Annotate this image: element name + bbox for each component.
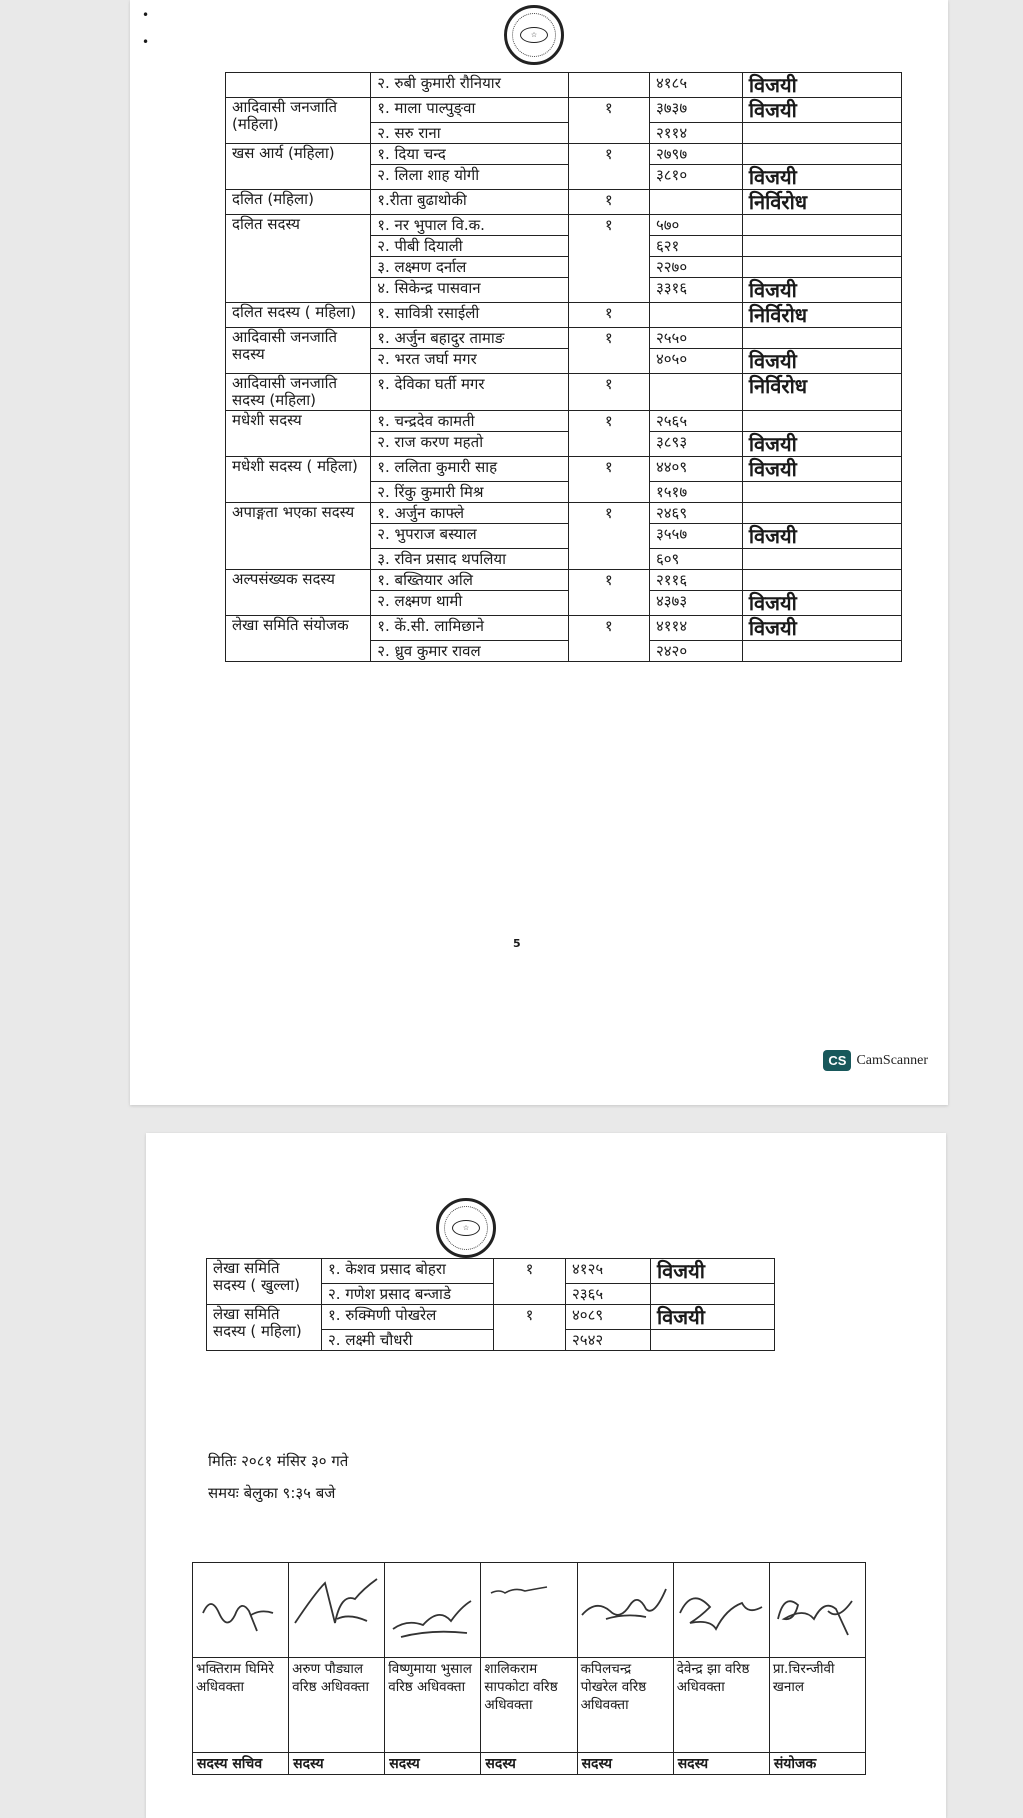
post-category: लेखा समिति सदस्य ( खुल्ला) (207, 1259, 322, 1305)
vote-count: २४६९ (649, 503, 742, 524)
post-category: आदिवासी जनजाति सदस्य (226, 328, 371, 374)
time-line: समयः बेलुका ९:३५ बजे (208, 1484, 336, 1502)
signature (673, 1563, 769, 1658)
vote-count: ४१८५ (649, 73, 742, 98)
result-status (742, 549, 901, 570)
signature-table (192, 1562, 866, 1775)
candidate-name: १. सावित्री रसाईली (371, 303, 568, 328)
table-row (226, 503, 902, 524)
vote-count: ४०५० (649, 349, 742, 374)
date-line: मितिः २०८१ मंसिर ३० गते (208, 1452, 349, 1470)
table-row (207, 1305, 775, 1330)
candidate-name: १. माला पाल्पुङ्वा (371, 98, 568, 123)
post-category: लेखा समिति संयोजक (226, 616, 371, 662)
result-status (742, 328, 901, 349)
post-category: दलित (महिला) (226, 190, 371, 215)
signatory-name: शालिकराम सापकोटा वरिष्ठ अधिवक्ता (481, 1658, 577, 1753)
vote-count: २३६५ (566, 1284, 651, 1305)
result-status: विजयी (651, 1305, 775, 1330)
result-status: विजयी (742, 524, 901, 549)
signatory-role: संयोजक (769, 1753, 865, 1775)
seat-count: १ (568, 503, 649, 570)
candidate-name: २. रुबी कुमारी रौनियार (371, 73, 568, 98)
candidate-name: १. ललिता कुमारी साह (371, 457, 568, 482)
vote-count: ३८१० (649, 165, 742, 190)
signatory-role: सदस्य (577, 1753, 673, 1775)
seat-count: १ (568, 374, 649, 411)
candidate-name: १. बख्तियार अलि (371, 570, 568, 591)
vote-count: १५१७ (649, 482, 742, 503)
table-row (226, 411, 902, 432)
candidate-name: २. पीबी दियाली (371, 236, 568, 257)
candidate-name: १. अर्जुन काफ्ले (371, 503, 568, 524)
candidate-name: १. केशव प्रसाद बोहरा (322, 1259, 494, 1284)
seat-count (568, 73, 649, 98)
candidate-name: ४. सिकेन्द्र पासवान (371, 278, 568, 303)
post-category: दलित सदस्य (226, 215, 371, 303)
candidate-name: १. रुक्मिणी पोखरेल (322, 1305, 494, 1330)
candidate-name: २. रिंकु कुमारी मिश्र (371, 482, 568, 503)
candidate-name: १. अर्जुन बहादुर तामाङ (371, 328, 568, 349)
scanned-page-1 (130, 0, 948, 1105)
candidate-name: २. लिला शाह योगी (371, 165, 568, 190)
post-category: मधेशी सदस्य (226, 411, 371, 457)
result-status (651, 1284, 775, 1305)
vote-count: ४०८९ (566, 1305, 651, 1330)
seat-count: १ (568, 190, 649, 215)
seat-count: १ (568, 328, 649, 374)
seat-count: १ (494, 1259, 566, 1305)
candidate-name: १. देविका घर्ती मगर (371, 374, 568, 411)
signatory-name: प्रा.चिरन्जीवी खनाल (769, 1658, 865, 1753)
table-row (226, 457, 902, 482)
stray-mark: • (142, 35, 150, 49)
result-status (742, 503, 901, 524)
vote-count: ३८९३ (649, 432, 742, 457)
post-category (226, 73, 371, 98)
result-status: विजयी (742, 457, 901, 482)
candidate-name: २. राज करण महतो (371, 432, 568, 457)
table-row (226, 303, 902, 328)
result-status: विजयी (742, 165, 901, 190)
result-status: विजयी (651, 1259, 775, 1284)
signature (193, 1563, 289, 1658)
vote-count: ६२१ (649, 236, 742, 257)
table-row (226, 328, 902, 349)
vote-count: ३७३७ (649, 98, 742, 123)
vote-count: २११६ (649, 570, 742, 591)
result-status: विजयी (742, 591, 901, 616)
signatory-name-row (193, 1658, 866, 1753)
signatory-name: भक्तिराम घिमिरे अधिवक्ता (193, 1658, 289, 1753)
signature (385, 1563, 481, 1658)
vote-count: ३३१६ (649, 278, 742, 303)
vote-count: २७९७ (649, 144, 742, 165)
camscanner-logo-icon: CS (823, 1050, 851, 1071)
camscanner-text: CamScanner (856, 1052, 928, 1068)
candidate-name: १. नर भुपाल वि.क. (371, 215, 568, 236)
seat-count: १ (568, 98, 649, 144)
candidate-name: २. लक्ष्मी चौधरी (322, 1330, 494, 1351)
candidate-name: १. दिया चन्द (371, 144, 568, 165)
post-category: दलित सदस्य ( महिला) (226, 303, 371, 328)
signature (289, 1563, 385, 1658)
candidate-name: २. सरु राना (371, 123, 568, 144)
result-status: निर्विरोध (742, 190, 901, 215)
table-row (226, 570, 902, 591)
vote-count: २५५० (649, 328, 742, 349)
post-category: आदिवासी जनजाति (महिला) (226, 98, 371, 144)
result-status (742, 236, 901, 257)
official-seal-icon: ☆ (504, 5, 564, 65)
vote-count: ४११४ (649, 616, 742, 641)
candidate-name: ३. रविन प्रसाद थपलिया (371, 549, 568, 570)
signatory-role-row (193, 1753, 866, 1775)
result-status: निर्विरोध (742, 374, 901, 411)
signatory-role: सदस्य (385, 1753, 481, 1775)
signatory-name: कपिलचन्द्र पोखरेल वरिष्ठ अधिवक्ता (577, 1658, 673, 1753)
seat-count: १ (568, 144, 649, 190)
vote-count (649, 374, 742, 411)
signatory-role: सदस्य सचिव (193, 1753, 289, 1775)
candidate-name: ३. लक्ष्मण दर्नाल (371, 257, 568, 278)
post-category: लेखा समिति सदस्य ( महिला) (207, 1305, 322, 1351)
vote-count: २५४२ (566, 1330, 651, 1351)
signature (769, 1563, 865, 1658)
result-status: विजयी (742, 432, 901, 457)
table-row (226, 190, 902, 215)
post-category: अपाङ्गता भएका सदस्य (226, 503, 371, 570)
seat-count: १ (568, 570, 649, 616)
signatory-role: सदस्य (673, 1753, 769, 1775)
camscanner-watermark (823, 1050, 928, 1071)
page-number: 5 (513, 937, 521, 950)
result-status: विजयी (742, 278, 901, 303)
result-status (742, 411, 901, 432)
post-category: मधेशी सदस्य ( महिला) (226, 457, 371, 503)
official-seal-icon: ☆ (436, 1198, 496, 1258)
vote-count: २११४ (649, 123, 742, 144)
vote-count: २४२० (649, 641, 742, 662)
candidate-name: २. ध्रुव कुमार रावल (371, 641, 568, 662)
result-status (742, 144, 901, 165)
signatory-name: देवेन्द्र झा वरिष्ठ अधिवक्ता (673, 1658, 769, 1753)
vote-count (649, 303, 742, 328)
vote-count: ४४०९ (649, 457, 742, 482)
result-status (742, 641, 901, 662)
vote-count (649, 190, 742, 215)
result-status: विजयी (742, 73, 901, 98)
vote-count: ४३७३ (649, 591, 742, 616)
election-results-table-continued (206, 1258, 775, 1351)
signature (577, 1563, 673, 1658)
table-row (226, 73, 902, 98)
seat-count: १ (568, 616, 649, 662)
table-row (226, 374, 902, 411)
seat-count: १ (494, 1305, 566, 1351)
post-category: आदिवासी जनजाति सदस्य (महिला) (226, 374, 371, 411)
candidate-name: १.रीता बुढाथोकी (371, 190, 568, 215)
seat-count: १ (568, 303, 649, 328)
table-row (226, 616, 902, 641)
seat-count: १ (568, 411, 649, 457)
table-row (207, 1259, 775, 1284)
vote-count: ४१२५ (566, 1259, 651, 1284)
result-status: विजयी (742, 98, 901, 123)
result-status: विजयी (742, 349, 901, 374)
candidate-name: १. चन्द्रदेव कामती (371, 411, 568, 432)
seat-count: १ (568, 215, 649, 303)
table-row (226, 215, 902, 236)
post-category: खस आर्य (महिला) (226, 144, 371, 190)
result-status (742, 570, 901, 591)
result-status: निर्विरोध (742, 303, 901, 328)
result-status: विजयी (742, 616, 901, 641)
election-results-table (225, 72, 902, 662)
stray-mark: • (142, 8, 150, 22)
vote-count: ३५५७ (649, 524, 742, 549)
candidate-name: २. लक्ष्मण थामी (371, 591, 568, 616)
vote-count: ५७० (649, 215, 742, 236)
signature-row (193, 1563, 866, 1658)
candidate-name: २. गणेश प्रसाद बन्जाडे (322, 1284, 494, 1305)
candidate-name: १. कें.सी. लामिछाने (371, 616, 568, 641)
seat-count: १ (568, 457, 649, 503)
post-category: अल्पसंख्यक सदस्य (226, 570, 371, 616)
result-status (742, 257, 901, 278)
scanned-page-2 (146, 1133, 946, 1818)
vote-count: २२७० (649, 257, 742, 278)
result-status (651, 1330, 775, 1351)
signatory-name: विष्णुमाया भुसाल वरिष्ठ अधिवक्ता (385, 1658, 481, 1753)
result-status (742, 215, 901, 236)
signatory-role: सदस्य (481, 1753, 577, 1775)
candidate-name: २. भुपराज बस्याल (371, 524, 568, 549)
table-row (226, 98, 902, 123)
vote-count: २५६५ (649, 411, 742, 432)
table-row (226, 144, 902, 165)
signatory-name: अरुण पौड्याल वरिष्ठ अधिवक्ता (289, 1658, 385, 1753)
candidate-name: २. भरत जर्घा मगर (371, 349, 568, 374)
vote-count: ६०९ (649, 549, 742, 570)
signatory-role: सदस्य (289, 1753, 385, 1775)
result-status (742, 123, 901, 144)
result-status (742, 482, 901, 503)
signature (481, 1563, 577, 1658)
